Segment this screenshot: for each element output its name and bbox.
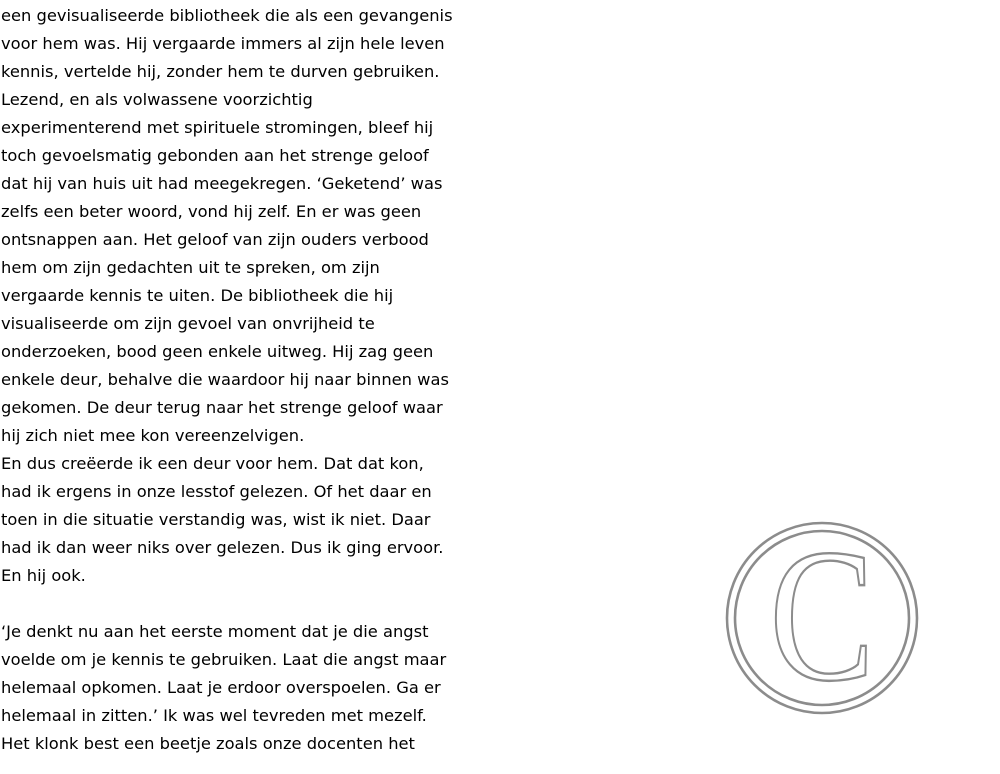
text-line: helemaal opkomen. Laat je erdoor overspoelen. Ga er xyxy=(1,678,441,697)
paragraph xyxy=(1,618,541,758)
paragraph xyxy=(1,450,541,590)
paragraph xyxy=(1,2,541,450)
text-line: helemaal in zitten.’ Ik was wel tevreden met mezelf. xyxy=(1,706,427,725)
text-line: kennis, vertelde hij, zonder hem te durven gebruiken. xyxy=(1,62,440,81)
text-line: voor hem was. Hij vergaarde immers al zijn hele leven xyxy=(1,34,445,53)
text-line: had ik ergens in onze lesstof gelezen. Of het daar en xyxy=(1,482,432,501)
text-line: hij zich niet mee kon vereenzelvigen. xyxy=(1,426,305,445)
text-line: ‘Je denkt nu aan het eerste moment dat je die angst xyxy=(1,622,429,641)
body-text xyxy=(1,2,541,758)
text-line: voelde om je kennis te gebruiken. Laat die angst maar xyxy=(1,650,447,669)
text-line: enkele deur, behalve die waardoor hij naar binnen was xyxy=(1,370,449,389)
text-line: En hij ook. xyxy=(1,566,86,585)
text-line: had ik dan weer niks over gelezen. Dus ik ging ervoor. xyxy=(1,538,444,557)
text-line: toen in die situatie verstandig was, wist ik niet. Daar xyxy=(1,510,431,529)
text-line: Lezend, en als volwassene voorzichtig xyxy=(1,90,313,109)
text-line: gekomen. De deur terug naar het strenge geloof waar xyxy=(1,398,443,417)
copyright-icon xyxy=(724,520,920,716)
copyright-letter: C xyxy=(769,520,875,716)
text-line: En dus creëerde ik een deur voor hem. Dat dat kon, xyxy=(1,454,424,473)
text-line: vergaarde kennis te uiten. De bibliotheek die hij xyxy=(1,286,394,305)
text-line: toch gevoelsmatig gebonden aan het strenge geloof xyxy=(1,146,429,165)
text-line: visualiseerde om zijn gevoel van onvrijheid te xyxy=(1,314,375,333)
text-line: hem om zijn gedachten uit te spreken, om zijn xyxy=(1,258,380,277)
text-line: zelfs een beter woord, vond hij zelf. En er was geen xyxy=(1,202,422,221)
text-line: experimenterend met spirituele stromingen, bleef hij xyxy=(1,118,434,137)
text-line: Het klonk best een beetje zoals onze docenten het xyxy=(1,734,415,753)
text-line: dat hij van huis uit had meegekregen. ‘Geketend’ was xyxy=(1,174,443,193)
text-line: een gevisualiseerde bibliotheek die als een gevangenis xyxy=(1,6,453,25)
text-line: ontsnappen aan. Het geloof van zijn ouders verbood xyxy=(1,230,429,249)
text-line: onderzoeken, bood geen enkele uitweg. Hij zag geen xyxy=(1,342,434,361)
